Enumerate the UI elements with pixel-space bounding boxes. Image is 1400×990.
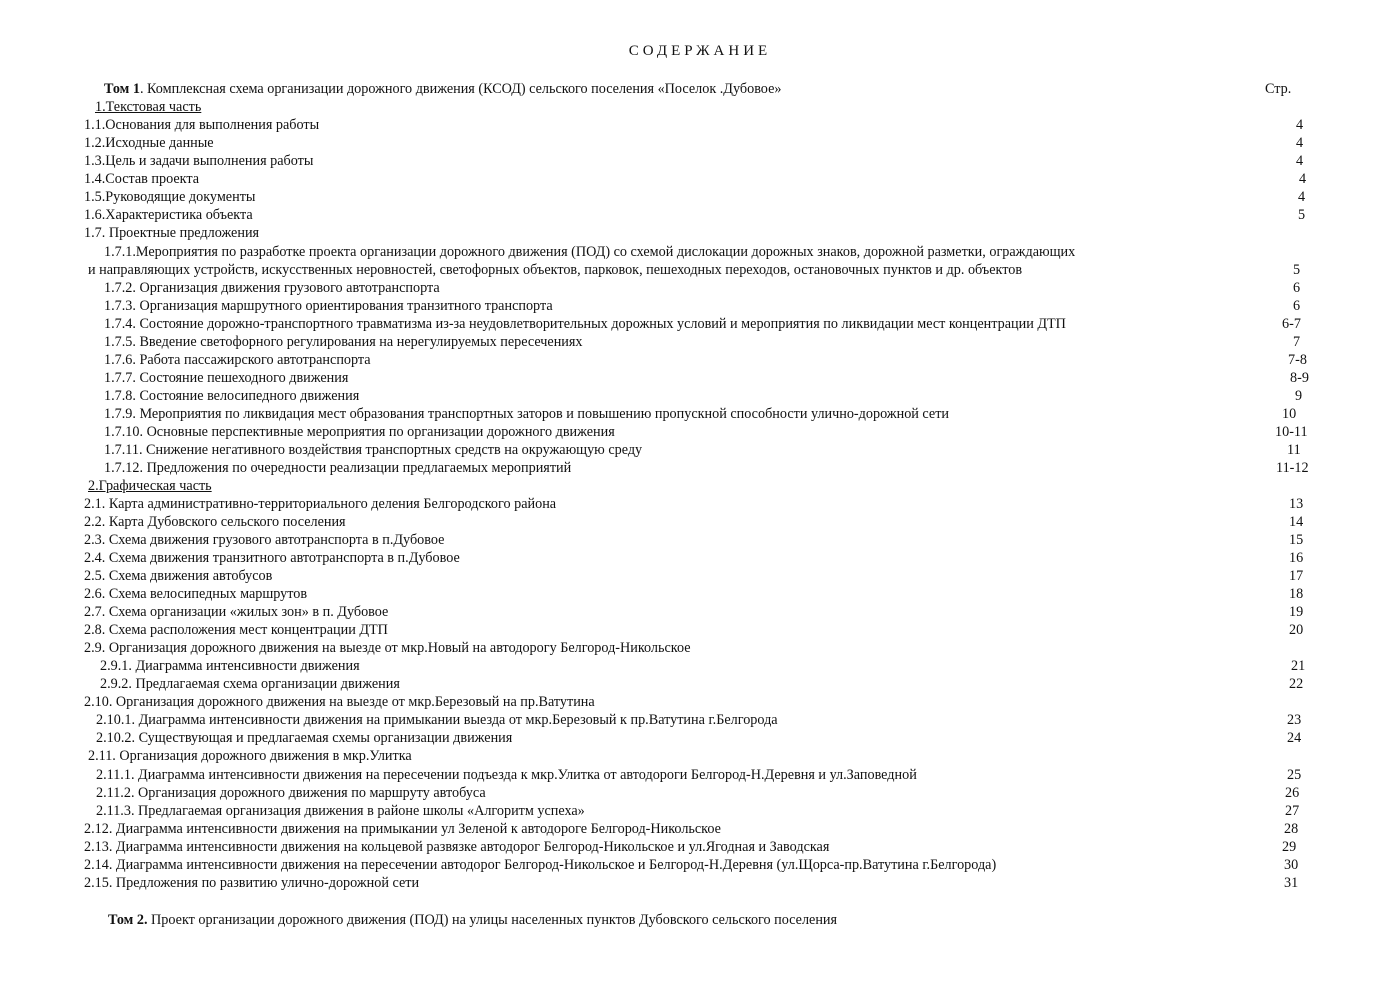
toc-entry: [0, 711, 1400, 729]
toc-entry-page: 7: [1293, 334, 1301, 350]
toc-entry-page: 28: [1284, 821, 1299, 837]
toc-entry: [0, 116, 1400, 134]
toc-entry-text: 2.10. Организация дорожного движения на выезде от мкр.Березовый на пр.Ватутина: [84, 694, 595, 710]
toc-entry: [0, 315, 1400, 333]
toc-entry-page: 4: [1299, 171, 1307, 187]
toc-entry-text: 1.7.3. Организация маршрутного ориентирования транзитного транспорта: [104, 298, 553, 314]
toc-entry-page: 17: [1289, 568, 1304, 584]
toc-entry-text: 2.15. Предложения по развитию улично-дорожной сети: [84, 875, 420, 891]
toc-entry-page: 6-7: [1282, 316, 1301, 332]
section-1-heading: [0, 98, 1400, 116]
toc-entry-text: 2.13. Диаграмма интенсивности движения на кольцевой развязке автодорог Белгород-Никольское и ул.Ягодная и Заводская: [84, 839, 830, 855]
volume-1-heading: [0, 80, 1400, 98]
toc-entry: [0, 333, 1400, 351]
toc-entry: [0, 675, 1400, 693]
toc-entry: [0, 170, 1400, 188]
toc-entry: [0, 802, 1400, 820]
toc-entry-text: 1.7.7. Состояние пешеходного движения: [104, 370, 349, 386]
document-title: СОДЕРЖАНИЕ: [628, 43, 772, 59]
toc-entry-page: 31: [1284, 875, 1299, 891]
toc-entry-text-line2: и направляющих устройств, искусственных неровностей, светофорных объектов, парковок, пешеходных переходов, остановочных пунктов и др. объектов: [88, 262, 1023, 278]
toc-entry-page: 18: [1289, 586, 1304, 602]
toc-entry-page: 6: [1293, 280, 1301, 296]
toc-entry-multiline: [0, 243, 1400, 261]
toc-entry-text: 2.14. Диаграмма интенсивности движения на пересечении автодорог Белгород-Никольское и Белгород-Н.Деревня (ул.Щорса-пр.Ватутина г.Белгорода): [84, 857, 997, 873]
toc-entry: [0, 747, 1400, 765]
toc-entry-text: 1.7.9. Мероприятия по ликвидация мест образования транспортных заторов и повышению пропускной способности улично-дорожной сети: [104, 406, 949, 422]
toc-entry-text: 1.6.Характеристика объекта: [84, 207, 253, 223]
toc-entry-text: 1.7.6. Работа пассажирского автотранспорта: [104, 352, 371, 368]
volume-2-text: Проект организации дорожного движения (ПОД) на улицы населенных пунктов Дубовского сельского поселения: [147, 912, 838, 928]
toc-entry-text: 2.10.1. Диаграмма интенсивности движения на примыкании выезда от мкр.Березовый к пр.Ватутина г.Белгорода: [96, 712, 778, 728]
toc-entry-text: 1.7.8. Состояние велосипедного движения: [104, 388, 360, 404]
toc-entry: [0, 441, 1400, 459]
toc-entry-text: 2.9.1. Диаграмма интенсивности движения: [100, 658, 360, 674]
toc-entry-text: 1.7.4. Состояние дорожно-транспортного травматизма из-за неудовлетворительных дорожных условий и мероприятия по ликвидации мест концентрации ДТП: [104, 316, 1066, 332]
toc-entry: [0, 585, 1400, 603]
toc-entry-page: 8-9: [1290, 370, 1309, 386]
toc-entry-page: 25: [1287, 767, 1302, 783]
toc-entry: [0, 549, 1400, 567]
toc-entry: [0, 405, 1400, 423]
toc-entry-page: 11-12: [1276, 460, 1309, 476]
toc-entry: [0, 766, 1400, 784]
toc-entry-page: 21: [1291, 658, 1306, 674]
toc-entry-text: 1.7.12. Предложения по очередности реализации предлагаемых мероприятий: [104, 460, 572, 476]
toc-entry-page: 22: [1289, 676, 1304, 692]
toc-entry-page: 27: [1285, 803, 1300, 819]
toc-entry-text: 1.7.2. Организация движения грузового автотранспорта: [104, 280, 440, 296]
toc-entry-text: 2.5. Схема движения автобусов: [84, 568, 273, 584]
toc-entry-page: 5: [1293, 262, 1301, 278]
toc-entry-text: 2.1. Карта административно-территориального деления Белгородского района: [84, 496, 557, 512]
toc-entry: [0, 459, 1400, 477]
section-2-label: 2.Графическая часть: [88, 478, 212, 494]
toc-entry: [0, 297, 1400, 315]
toc-entry-page: 16: [1289, 550, 1304, 566]
toc-entry: [0, 820, 1400, 838]
toc-entry-page: 4: [1296, 135, 1304, 151]
toc-entry-page: 24: [1287, 730, 1302, 746]
toc-entry: [0, 874, 1400, 892]
toc-entry-page: 13: [1289, 496, 1304, 512]
toc-entry-text: 2.8. Схема расположения мест концентрации ДТП: [84, 622, 388, 638]
toc-entry-page: 15: [1289, 532, 1304, 548]
volume-2-label: Том 2.: [108, 912, 148, 928]
toc-entry: [0, 567, 1400, 585]
toc-entry-page: 20: [1289, 622, 1304, 638]
toc-entry: [0, 657, 1400, 675]
toc-entry-text: 2.11.3. Предлагаемая организация движения в районе школы «Алгоритм успеха»: [96, 803, 585, 819]
toc-entry-page: 5: [1298, 207, 1306, 223]
toc-entry-text: 2.9.2. Предлагаемая схема организации движения: [100, 676, 400, 692]
toc-entry-text: 2.9. Организация дорожного движения на выезде от мкр.Новый на автодорогу Белгород-Никольское: [84, 640, 691, 656]
toc-entry-text: 1.7.11. Снижение негативного воздействия транспортных средств на окружающую среду: [104, 442, 643, 458]
volume-1-label: Том 1: [104, 81, 140, 97]
toc-entry-text: 2.3. Схема движения грузового автотранспорта в п.Дубовое: [84, 532, 445, 548]
section-1-label: 1.Текстовая часть: [95, 99, 202, 115]
toc-entry-page: 6: [1293, 298, 1301, 314]
toc-entry: [0, 206, 1400, 224]
toc-entry: [0, 856, 1400, 874]
page-column-header: Стр.: [1265, 81, 1292, 97]
toc-entry-text: 2.2. Карта Дубовского сельского поселения: [84, 514, 346, 530]
toc-entry: [0, 351, 1400, 369]
toc-entry-page: 19: [1289, 604, 1304, 620]
toc-entry-page: 30: [1284, 857, 1299, 873]
toc-entry-page: 10-11: [1275, 424, 1308, 440]
toc-entry-text: 2.10.2. Существующая и предлагаемая схемы организации движения: [96, 730, 513, 746]
toc-entry: [0, 838, 1400, 856]
toc-entry-text: 2.11.1. Диаграмма интенсивности движения на пересечении подъезда к мкр.Улитка от автодороги Белгород-Н.Деревня и ул.Заповедной: [96, 767, 917, 783]
toc-entry-page: 14: [1289, 514, 1304, 530]
toc-entry: [0, 224, 1400, 242]
toc-entry-page: 9: [1295, 388, 1303, 404]
toc-entry-page: 7-8: [1288, 352, 1307, 368]
toc-entry-text: 2.11. Организация дорожного движения в мкр.Улитка: [88, 748, 412, 764]
toc-entry-multiline-cont: [0, 261, 1400, 279]
toc-entry: [0, 152, 1400, 170]
toc-entry-text: 1.5.Руководящие документы: [84, 189, 256, 205]
toc-entry-text: 2.6. Схема велосипедных маршрутов: [84, 586, 308, 602]
toc-entry: [0, 279, 1400, 297]
toc-entry-text: 1.4.Состав проекта: [84, 171, 200, 187]
toc-entry-text: 1.1.Основания для выполнения работы: [84, 117, 320, 133]
toc-entry: [0, 621, 1400, 639]
toc-entry: [0, 784, 1400, 802]
toc-entry-page: 4: [1298, 189, 1306, 205]
toc-entry: [0, 729, 1400, 747]
toc-entry-page: 10: [1282, 406, 1297, 422]
toc-entry: [0, 495, 1400, 513]
toc-entry-text: 2.4. Схема движения транзитного автотранспорта в п.Дубовое: [84, 550, 460, 566]
toc-entry-text: 1.7.10. Основные перспективные мероприятия по организации дорожного движения: [104, 424, 615, 440]
toc-entry: [0, 369, 1400, 387]
toc-entry: [0, 134, 1400, 152]
toc-entry: [0, 639, 1400, 657]
toc-entry-text: 1.7.5. Введение светофорного регулирования на нерегулируемых пересечениях: [104, 334, 583, 350]
toc-entry: [0, 387, 1400, 405]
toc-entry-page: 26: [1285, 785, 1300, 801]
toc-entry-page: 4: [1296, 117, 1304, 133]
toc-entry-text: 2.11.2. Организация дорожного движения по маршруту автобуса: [96, 785, 486, 801]
toc-entry: [0, 188, 1400, 206]
toc-entry-text: 1.3.Цель и задачи выполнения работы: [84, 153, 314, 169]
toc-entry-text-line1: 1.7.1.Мероприятия по разработке проекта организации дорожного движения (ПОД) со схемой дислокации дорожных знаков, дорожной разметки, ограждающих: [104, 244, 1076, 260]
volume-1-text: . Комплексная схема организации дорожного движения (КСОД) сельского поселения «Поселок .Дубовое»: [139, 81, 782, 97]
toc-entry: [0, 531, 1400, 549]
section-2-heading: [0, 477, 1400, 495]
toc-entry-page: 4: [1296, 153, 1304, 169]
toc-entry-text: 1.2.Исходные данные: [84, 135, 214, 151]
toc-entry-text: 1.7. Проектные предложения: [84, 225, 260, 241]
toc-entry-page: 29: [1282, 839, 1297, 855]
toc-entry-text: 2.7. Схема организации «жилых зон» в п. Дубовое: [84, 604, 389, 620]
toc-entry: [0, 513, 1400, 531]
toc-entry-text: 2.12. Диаграмма интенсивности движения на примыкании ул Зеленой к автодороге Белгород-Никольское: [84, 821, 721, 837]
volume-2-heading: [0, 911, 1400, 929]
toc-entry: [0, 423, 1400, 441]
toc-entry: [0, 693, 1400, 711]
toc-entry: [0, 603, 1400, 621]
toc-entry-page: 23: [1287, 712, 1302, 728]
toc-entry-page: 11: [1287, 442, 1301, 458]
